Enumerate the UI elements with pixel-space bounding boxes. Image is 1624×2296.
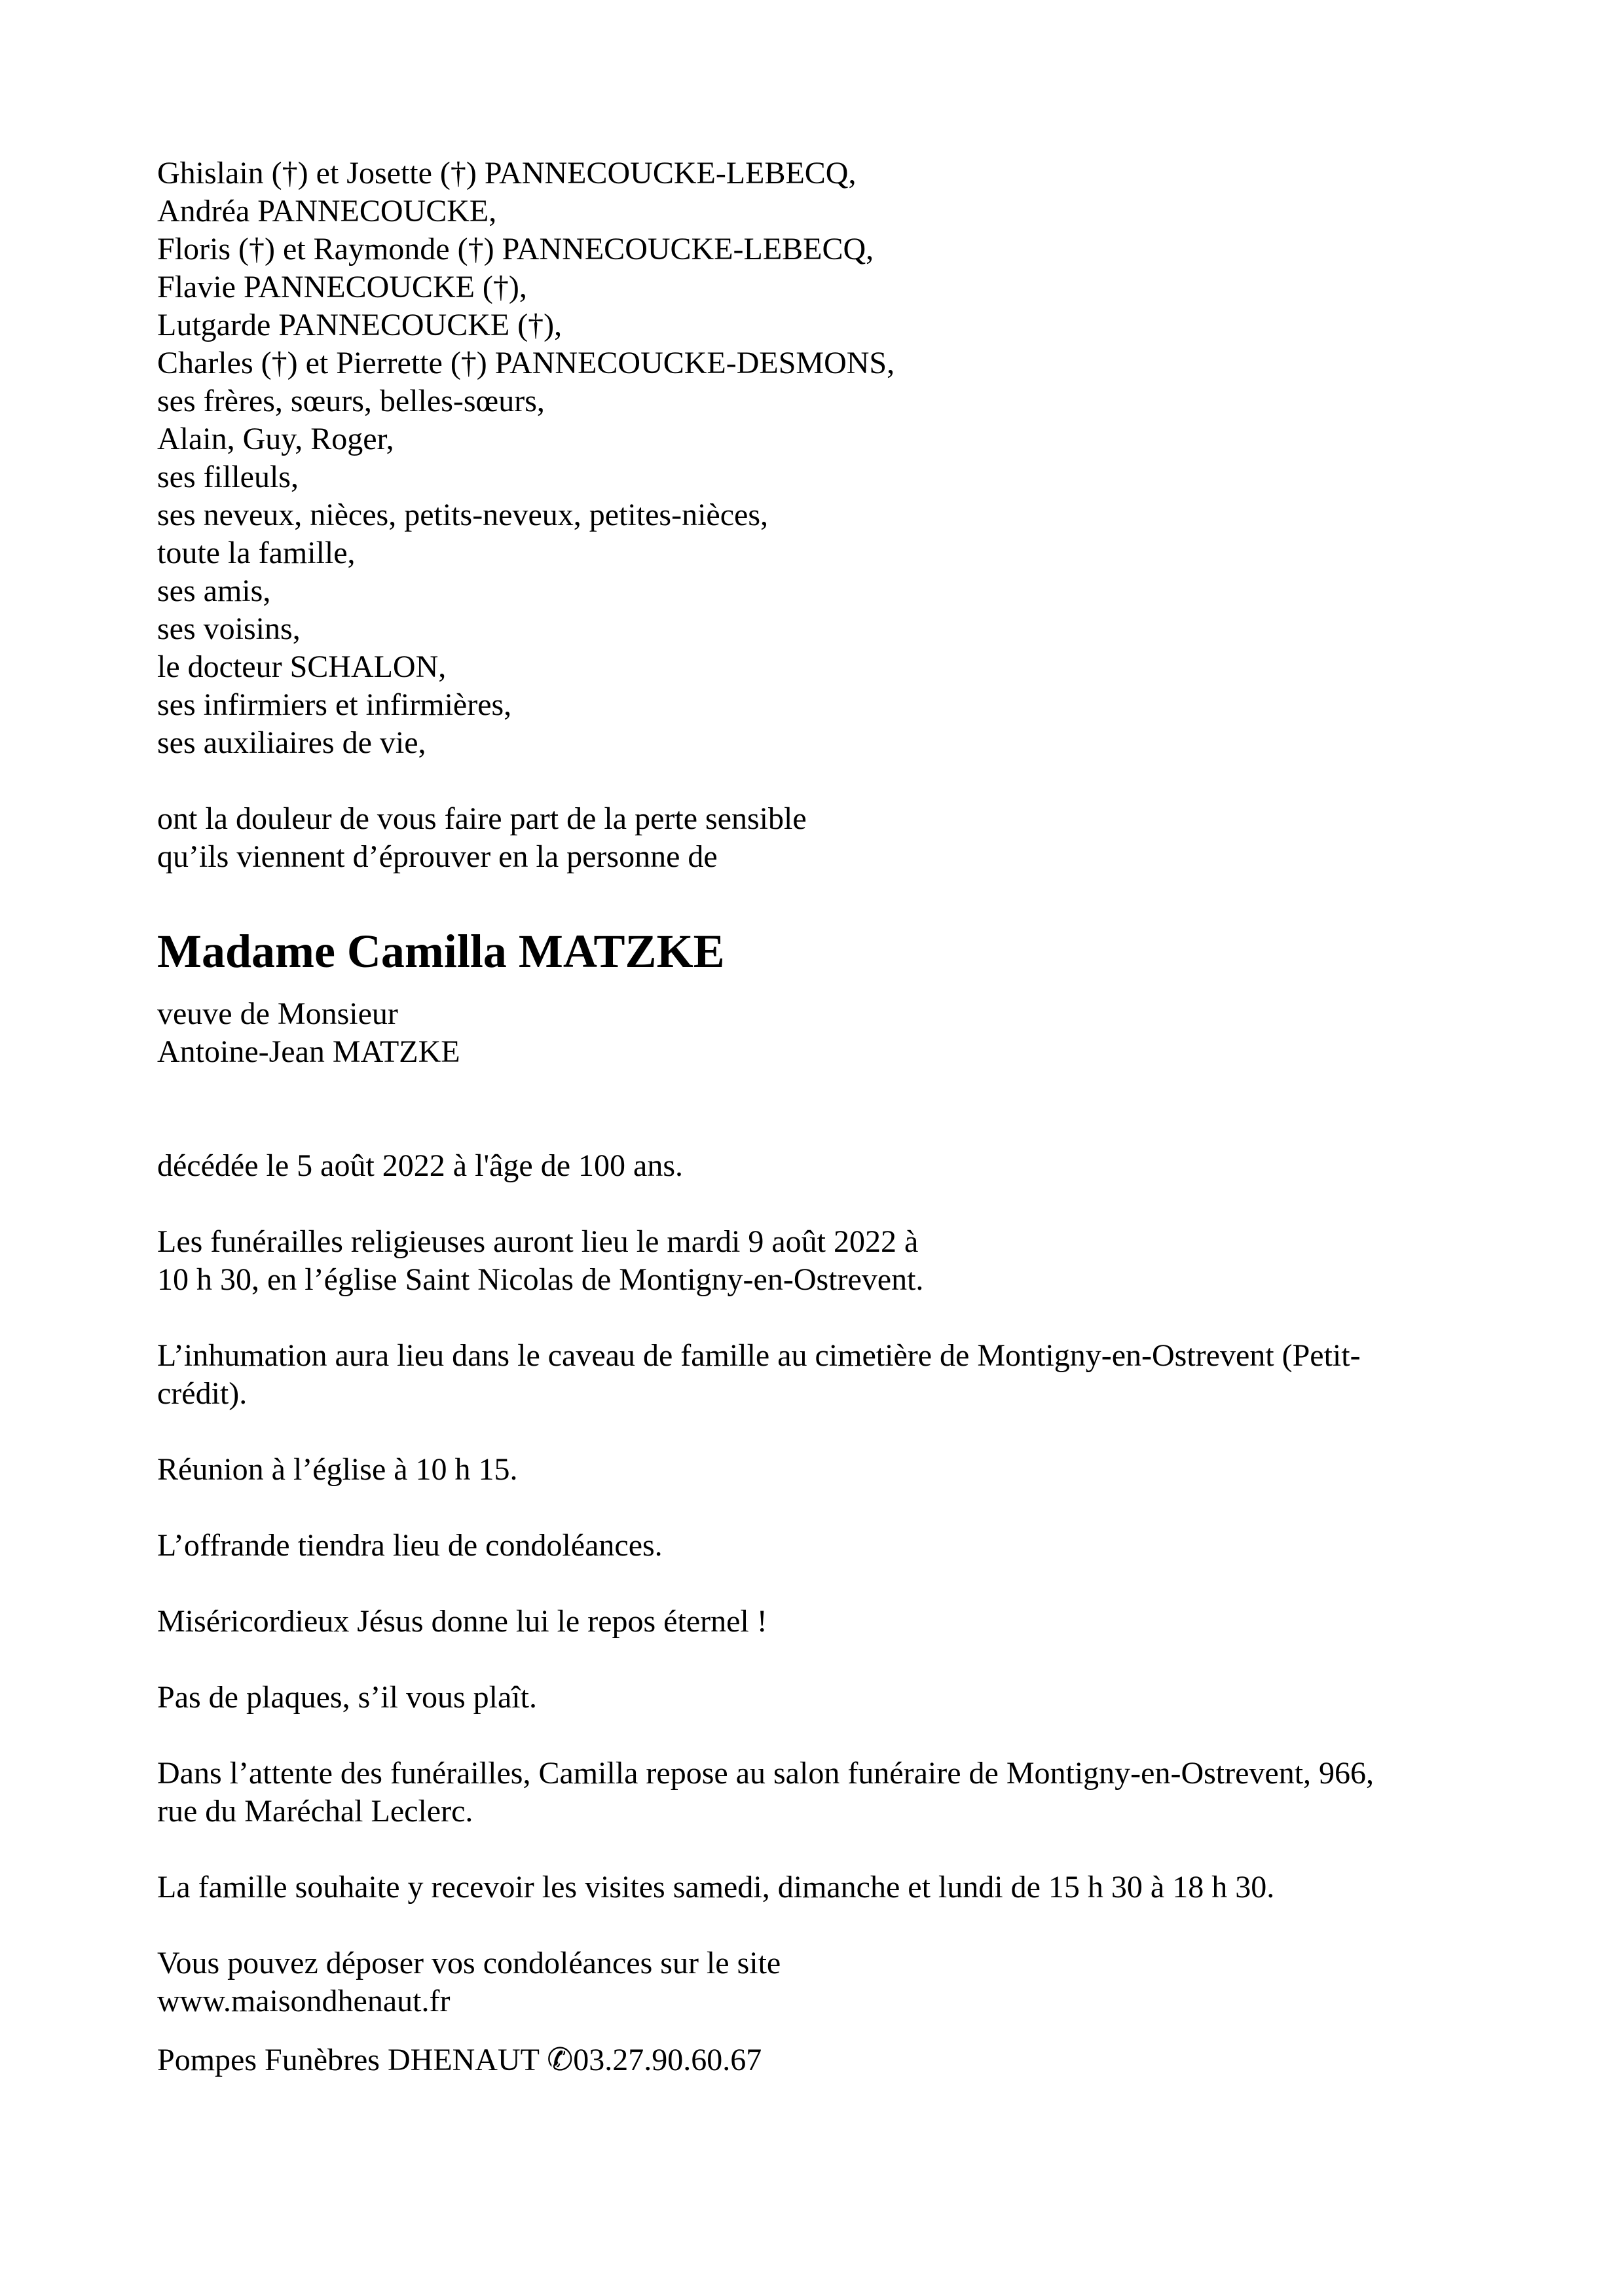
family-line: Flavie PANNECOUCKE (†), [157,270,527,304]
family-line: ses amis, [157,574,271,608]
widow-line: veuve de Monsieur [157,996,398,1031]
funeral-line: 10 h 30, en l’église Saint Nicolas de Montigny-en-Ostrevent. [157,1262,924,1297]
condolences-website-link[interactable]: www.maisondhenaut.fr [157,1984,451,2018]
funeral-line: Les funérailles religieuses auront lieu le mardi 9 août 2022 à [157,1224,919,1259]
rest-line: rue du Maréchal Leclerc. [157,1794,473,1829]
plaques-info: Pas de plaques, s’il vous plaît. [157,1680,537,1715]
obituary-notice [157,155,1467,2079]
announcement-line: qu’ils viennent d’éprouver en la personne de [157,839,718,874]
condolences-info [157,1944,1467,2020]
family-line: Ghislain (†) et Josette (†) PANNECOUCKE-LEBECQ, [157,156,857,191]
prayer: Miséricordieux Jésus donne lui le repos éternel ! [157,1604,767,1639]
family-line: toute la famille, [157,536,356,570]
deceased-name: Madame Camilla MATZKE [157,925,725,977]
rest-info [157,1755,1467,1831]
family-line: Lutgarde PANNECOUCKE (†), [157,308,563,342]
family-list [157,155,1467,762]
death-date: décédée le 5 août 2022 à l'âge de 100 ans. [157,1148,683,1183]
family-line: Alain, Guy, Roger, [157,422,394,456]
visits-info: La famille souhaite y recevoir les visites samedi, dimanche et lundi de 15 h 30 à 18 h 30. [157,1870,1275,1904]
rest-line: Dans l’attente des funérailles, Camilla repose au salon funéraire de Montigny-en-Ostrevent, 966, [157,1756,1375,1791]
family-line: ses auxiliaires de vie, [157,725,426,760]
funeral-home-contact: Pompes Funèbres DHENAUT ✆03.27.90.60.67 [157,2043,762,2077]
offering-info: L’offrande tiendra lieu de condoléances. [157,1528,663,1563]
widow-of [157,995,1467,1071]
family-line: ses voisins, [157,611,301,646]
family-line: ses neveux, nièces, petits-neveux, petites-nièces, [157,498,768,532]
spouse-name: Antoine-Jean MATZKE [157,1034,460,1069]
announcement-line: ont la douleur de vous faire part de la perte sensible [157,801,807,836]
family-line: Charles (†) et Pierrette (†) PANNECOUCKE-DESMONS, [157,346,895,380]
family-line: Andréa PANNECOUCKE, [157,194,497,228]
meeting-info: Réunion à l’église à 10 h 15. [157,1452,518,1487]
family-line: Floris (†) et Raymonde (†) PANNECOUCKE-LEBECQ, [157,232,874,266]
condolences-line: Vous pouvez déposer vos condoléances sur le site [157,1946,781,1980]
family-line: ses filleuls, [157,460,299,494]
burial-line: L’inhumation aura lieu dans le caveau de famille au cimetière de Montigny-en-Ostrevent (Petit- [157,1338,1361,1373]
announcement [157,800,1467,876]
family-line: ses frères, sœurs, belles-sœurs, [157,384,545,418]
family-line: ses infirmiers et infirmières, [157,687,512,722]
family-line: le docteur SCHALON, [157,649,447,684]
funeral-info [157,1223,1467,1299]
burial-info [157,1337,1467,1413]
burial-line: crédit). [157,1376,248,1411]
